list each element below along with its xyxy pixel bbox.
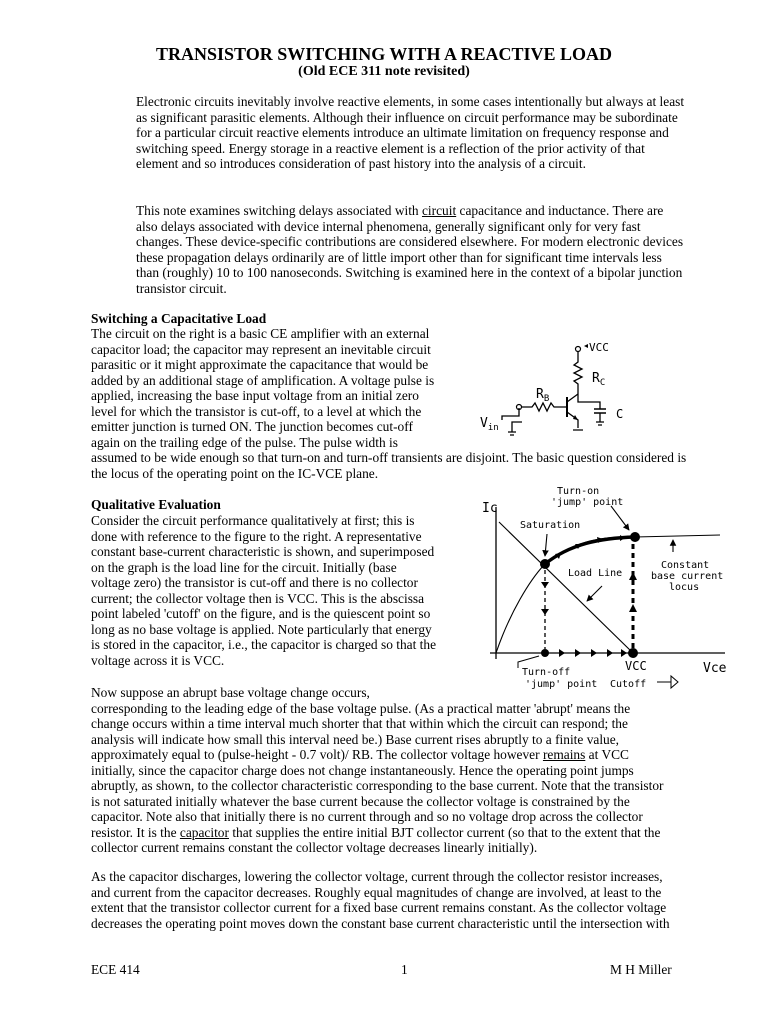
- text-line: change occurs within a time interval much shorter that that within which the circuit can respond; the: [91, 716, 628, 731]
- section-heading-qualitative: Qualitative Evaluation: [91, 497, 221, 512]
- base-current-curve: [496, 535, 720, 653]
- footer-course: ECE 414: [91, 962, 140, 977]
- load-line: [499, 522, 633, 653]
- text-line: approximately equal to (pulse-height - 0.7 volt)/ RB. The collector voltage however remains at VCC: [91, 747, 629, 762]
- intro-paragraph-1: Electronic circuits inevitably involve reactive elements, in some cases intentionally but always at least as significant parasitic elements. Although their influence on circuit performance may be subordinate for a particular circuit reactive elements introduce an ultimate limitation on frequency response and switching speed. Energy storage in a reactive element is a reflection of the prior activity of that element and so introduces consideration of past history into the analysis of a circuit.: [136, 94, 685, 171]
- text-line: collector current remains constant the collector voltage decreases linearly initially).: [91, 840, 538, 855]
- constant-label-2: base current: [651, 571, 724, 582]
- underlined-remains: remains: [542, 747, 586, 762]
- load-line-label: Load Line: [568, 568, 623, 579]
- footer-author: M H Miller: [610, 962, 672, 977]
- text-line: voltage zero) the transistor is cut-off and there is no collector: [91, 575, 418, 590]
- text-line: constant base-current characteristic is shown, and superimposed: [91, 544, 435, 559]
- section1-text: [91, 326, 481, 450]
- text-line: applied, increasing the base input voltage from an initial zero: [91, 388, 419, 403]
- paragraph-3: [91, 685, 691, 856]
- text-line: extent that the transistor collector current for a fixed base current remains constant. As the collector voltage: [91, 900, 667, 915]
- x-axis-label: Vce: [703, 661, 727, 676]
- text-line: corresponding to the leading edge of the base voltage pulse. (As a practical matter 'abrupt' means the: [91, 700, 631, 716]
- vin-label: $V_{in}$: [480, 416, 499, 433]
- text-line: long as no base voltage is applied. Note particularly that energy: [91, 621, 432, 637]
- text-line: analysis will indicate how small this interval need be.) Base current rises abruptly to a finite value,: [91, 731, 620, 747]
- intro-paragraph-2: [136, 203, 688, 296]
- text-line: again on the trailing edge of the pulse. The pulse width is: [91, 434, 398, 450]
- intro-p2-underlined: circuit: [421, 203, 457, 218]
- underlined-capacitor: capacitor: [179, 824, 229, 840]
- text-line: Now suppose an abrupt base voltage change occurs,: [91, 685, 370, 700]
- text-line: is stored in the capacitor, i.e., the capacitor is charged so that the: [91, 637, 437, 652]
- page-title: TRANSISTOR SWITCHING WITH A REACTIVE LOAD: [156, 44, 612, 64]
- turn-on-label-2: 'jump' point: [551, 497, 624, 508]
- turn-off-label-1: Turn-off: [522, 667, 571, 678]
- intro-p2-before: This note examines switching delays associated with: [136, 203, 422, 218]
- saturation-label: Saturation: [520, 520, 581, 531]
- text-line: abruptly, as shown, to the collector characteristic corresponding to the base current. Note that the transistor: [91, 778, 664, 793]
- text-line: current; the collector voltage then is VCC. This is the abscissa: [91, 590, 425, 606]
- text-line: As the capacitor discharges, lowering the collector voltage, current through the collector resistor increases,: [91, 869, 663, 884]
- paragraph-4: [91, 869, 721, 931]
- text-line: on the graph is the load line for the circuit. Initially (base: [91, 559, 397, 575]
- vcc-label: VCC: [589, 341, 609, 354]
- vcc-axis-label: VCC: [625, 659, 647, 673]
- text-line: done with reference to the figure to the right. A representative: [91, 528, 422, 544]
- turn-off-label-2: 'jump' point: [525, 679, 598, 690]
- text-line: initially, since the capacitor charge does not change instantaneously. Hence the operating point jumps: [91, 762, 634, 778]
- section2-text: [91, 513, 481, 668]
- page-subtitle: (Old ECE 311 note revisited): [298, 64, 470, 79]
- text-line: capacitor load; the capacitor may represent an inevitable circuit: [91, 341, 431, 357]
- saturation-point: [540, 559, 550, 569]
- rc-label: $R_C$: [592, 371, 606, 388]
- c-label: C: [616, 407, 624, 421]
- text-line: resistor. It is the capacitor that supplies the entire initial BJT collector current (so that to the extent that the: [91, 824, 661, 840]
- section1-tail: assumed to be wide enough so that turn-on and turn-off transients are disjoint. The basic question considered is the locus of the operating point on the IC-VCE plane.: [91, 450, 687, 481]
- text-line: voltage across it is VCC.: [91, 652, 225, 668]
- footer-page-number: 1: [401, 962, 408, 977]
- intro-p2-after: capacitance and inductance. There are also delays associated with device internal phenomena, generally significant only for very fast changes. These device-specific contributions are considered elsewhere. For modern electronic devices these propagation delays ordinarily are of little import other than for significant time intervals less than (roughly) 10 to 100 nanoseconds. Switching is examined here in the context of a bipolar junction transistor circuit.: [136, 203, 684, 296]
- turn-on-label-1: Turn-on: [557, 486, 600, 497]
- text-line: The circuit on the right is a basic CE amplifier with an external: [91, 326, 430, 341]
- text-line: capacitor. Note also that initially there is no current through and so no voltage drop across the collector: [91, 809, 643, 824]
- cutoff-label: Cutoff: [610, 679, 647, 690]
- text-line: Consider the circuit performance qualitatively at first; this is: [91, 513, 415, 528]
- text-line: emitter junction is turned ON. The junction becomes cut-off: [91, 419, 413, 434]
- text-line: level for which the transistor is cut-off, to a level at which the: [91, 403, 422, 419]
- text-line: parasitic or it might approximate the capacitance that would be: [91, 357, 429, 372]
- text-line: is not saturated initially whatever the base current because the collector voltage is constrained by the: [91, 793, 630, 809]
- rb-label: $R_B$: [536, 387, 550, 404]
- turn-on-point: [630, 532, 640, 542]
- y-axis-label: Ic: [482, 501, 498, 516]
- ic-vce-graph: [475, 482, 745, 697]
- text-line: point labeled 'cutoff' on the figure, and is the quiescent point so: [91, 606, 431, 621]
- text-line: added by an additional stage of amplification. A voltage pulse is: [91, 372, 435, 388]
- constant-label-3: locus: [669, 582, 700, 593]
- text-line: decreases the operating point moves down the constant base current characteristic until the intersection with: [91, 915, 670, 931]
- text-line: and current from the capacitor decreases. Roughly equal magnitudes of change are involved, at least to the: [91, 884, 662, 900]
- ce-amplifier-circuit-diagram: [472, 336, 642, 438]
- section-heading-capacitative: Switching a Capacitative Load: [91, 311, 267, 326]
- constant-label-1: Constant: [661, 560, 710, 571]
